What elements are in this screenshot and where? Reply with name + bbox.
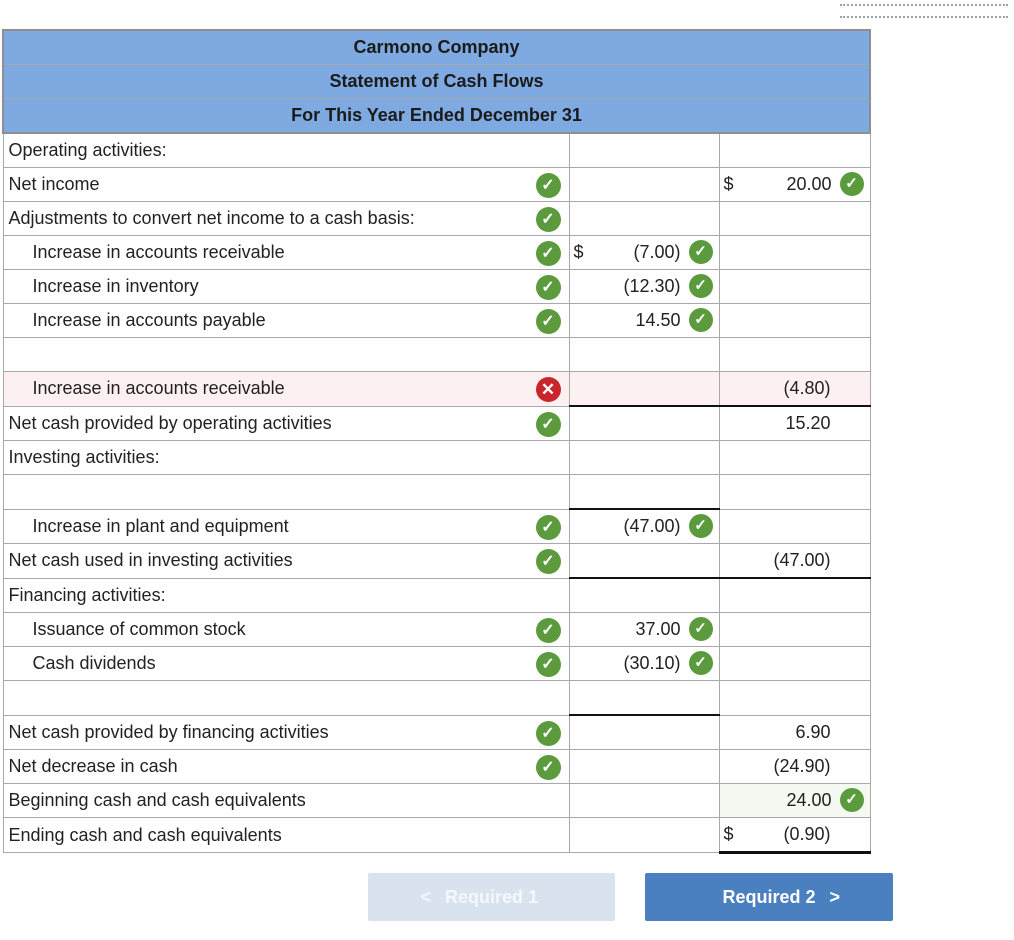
statement-row [3,406,870,441]
detail-amount-cell[interactable] [569,818,719,853]
check-icon: ✓ [536,549,561,574]
total-amount-cell[interactable] [719,509,870,544]
row-label: Investing activities: [8,447,160,467]
detail-amount-cell[interactable] [569,750,719,784]
detail-amount-cell[interactable] [569,681,719,716]
row-label-cell[interactable] [3,304,569,338]
total-amount-cell[interactable] [719,133,870,168]
detail-amount-cell[interactable] [569,270,719,304]
required-2-label: Required 2 [722,886,816,907]
check-icon: ✓ [536,173,561,198]
statement-title: Statement of Cash Flows [3,65,870,99]
row-label: Increase in accounts receivable [32,378,285,399]
row-label-cell[interactable] [3,544,569,579]
total-amount-cell[interactable] [719,613,870,647]
total-amount-cell[interactable] [719,168,870,202]
row-label-cell[interactable] [3,578,569,613]
statement-row [3,338,870,372]
check-icon: ✓ [689,274,713,298]
detail-amount-cell[interactable] [569,475,719,510]
check-icon: ✓ [536,755,561,780]
row-label: Operating activities: [8,140,167,160]
required-2-button[interactable] [645,873,893,921]
amount-value: 20.00 [786,174,832,194]
total-amount-cell[interactable] [719,372,870,407]
statement-row [3,372,870,407]
check-icon: ✓ [840,788,864,812]
cash-flow-statement [2,29,871,854]
row-label-cell[interactable] [3,818,569,853]
amount-value: 15.20 [785,413,831,433]
currency-symbol: $ [723,824,734,844]
detail-amount-cell[interactable] [569,544,719,579]
detail-amount-cell[interactable] [569,406,719,441]
amount-value: (47.00) [623,516,681,536]
row-label: Increase in accounts receivable [32,242,285,262]
row-label: Beginning cash and cash equivalents [8,790,306,810]
detail-amount-cell[interactable] [569,441,719,475]
row-label-cell[interactable] [3,406,569,441]
company-name: Carmono Company [3,30,870,65]
statement-row [3,818,870,853]
row-label-cell[interactable] [3,784,569,818]
check-icon: ✓ [689,240,713,264]
detail-amount-cell[interactable] [569,613,719,647]
row-label: Increase in inventory [32,276,199,296]
statement-row [3,168,870,202]
statement-row [3,613,870,647]
check-icon: ✓ [536,618,561,643]
statement-row [3,647,870,681]
amount-value: 37.00 [635,619,681,639]
total-amount-cell[interactable] [719,578,870,613]
statement-period: For This Year Ended December 31 [3,99,870,134]
row-label: Issuance of common stock [32,619,246,639]
row-label: Net cash provided by financing activities [8,721,329,742]
detail-amount-cell[interactable] [569,133,719,168]
statement-row [3,441,870,475]
row-label: Net decrease in cash [8,756,178,776]
detail-amount-cell[interactable] [569,715,719,750]
row-label: Adjustments to convert net income to a cash basis: [8,208,415,228]
row-label-cell[interactable] [3,750,569,784]
check-icon: ✓ [689,617,713,641]
check-icon: ✓ [536,275,561,300]
row-label-cell[interactable] [3,270,569,304]
dotted-decoration [840,4,1008,18]
error-x-icon: ✕ [536,377,561,402]
row-label-cell[interactable] [3,133,569,168]
required-1-label: Required 1 [444,886,539,907]
check-icon: ✓ [536,412,561,437]
row-label-cell[interactable] [3,168,569,202]
row-label-cell[interactable] [3,647,569,681]
chevron-right-icon: > [829,886,841,907]
currency-symbol: $ [573,242,584,262]
detail-amount-cell[interactable] [569,784,719,818]
row-label: Financing activities: [8,584,166,605]
amount-value: 24.00 [786,790,832,810]
detail-amount-cell[interactable] [569,509,719,544]
row-label: Cash dividends [32,653,156,673]
row-label-cell[interactable] [3,475,569,510]
statement-row [3,544,870,579]
amount-value: (47.00) [773,550,831,570]
row-label-cell[interactable] [3,441,569,475]
total-amount-cell[interactable] [719,715,870,750]
statement-row [3,202,870,236]
check-icon: ✓ [536,309,561,334]
statement-row [3,578,870,613]
amount-value: (24.90) [773,756,831,776]
statement-row [3,304,870,338]
row-label: Net income [8,174,100,194]
row-label-cell[interactable] [3,681,569,716]
amount-value: (30.10) [623,653,681,673]
statement-row [3,270,870,304]
total-amount-cell[interactable] [719,475,870,510]
statement-row [3,236,870,270]
statement-row [3,715,870,750]
check-icon: ✓ [536,515,561,540]
check-icon: ✓ [536,721,561,746]
check-icon: ✓ [689,651,713,675]
row-label: Increase in accounts payable [32,310,266,330]
check-icon: ✓ [689,308,713,332]
amount-value: (0.90) [783,824,831,844]
detail-amount-cell[interactable] [569,304,719,338]
total-amount-cell[interactable] [719,202,870,236]
amount-value: 6.90 [795,721,831,742]
total-amount-cell[interactable] [719,647,870,681]
row-label-cell[interactable] [3,236,569,270]
total-amount-cell[interactable] [719,270,870,304]
amount-value: 14.50 [635,310,681,330]
row-label: Ending cash and cash equivalents [8,824,282,845]
total-amount-cell[interactable] [719,681,870,716]
check-icon: ✓ [840,172,864,196]
total-amount-cell[interactable] [719,406,870,441]
amount-value: (4.80) [783,378,831,398]
row-label-cell[interactable] [3,613,569,647]
amount-value: (12.30) [623,276,681,296]
detail-amount-cell[interactable] [569,202,719,236]
statement-row [3,475,870,510]
check-icon: ✓ [689,514,713,538]
row-label: Net cash used in investing activities [8,550,293,571]
row-label-cell[interactable] [3,202,569,236]
row-label-cell[interactable] [3,338,569,372]
required-1-button[interactable] [368,873,615,921]
total-amount-cell[interactable] [719,338,870,372]
check-icon: ✓ [536,241,561,266]
detail-amount-cell[interactable] [569,372,719,407]
currency-symbol: $ [723,174,734,194]
check-icon: ✓ [536,207,561,232]
statement-row [3,750,870,784]
detail-amount-cell[interactable] [569,236,719,270]
total-amount-cell[interactable] [719,441,870,475]
amount-value: (7.00) [633,242,681,262]
statement-row [3,509,870,544]
row-label-cell[interactable] [3,509,569,544]
row-label: Net cash provided by operating activities [8,412,332,433]
detail-amount-cell[interactable] [569,338,719,372]
statement-row [3,784,870,818]
statement-row [3,681,870,716]
row-label-cell[interactable] [3,372,569,407]
total-amount-cell[interactable] [719,818,870,853]
detail-amount-cell[interactable] [569,647,719,681]
detail-amount-cell[interactable] [569,578,719,613]
statement-row [3,133,870,168]
total-amount-cell[interactable] [719,784,870,818]
chevron-left-icon: < [420,886,431,907]
total-amount-cell[interactable] [719,236,870,270]
check-icon: ✓ [536,652,561,677]
row-label: Increase in plant and equipment [32,515,289,536]
total-amount-cell[interactable] [719,750,870,784]
total-amount-cell[interactable] [719,304,870,338]
row-label-cell[interactable] [3,715,569,750]
total-amount-cell[interactable] [719,544,870,579]
detail-amount-cell[interactable] [569,168,719,202]
